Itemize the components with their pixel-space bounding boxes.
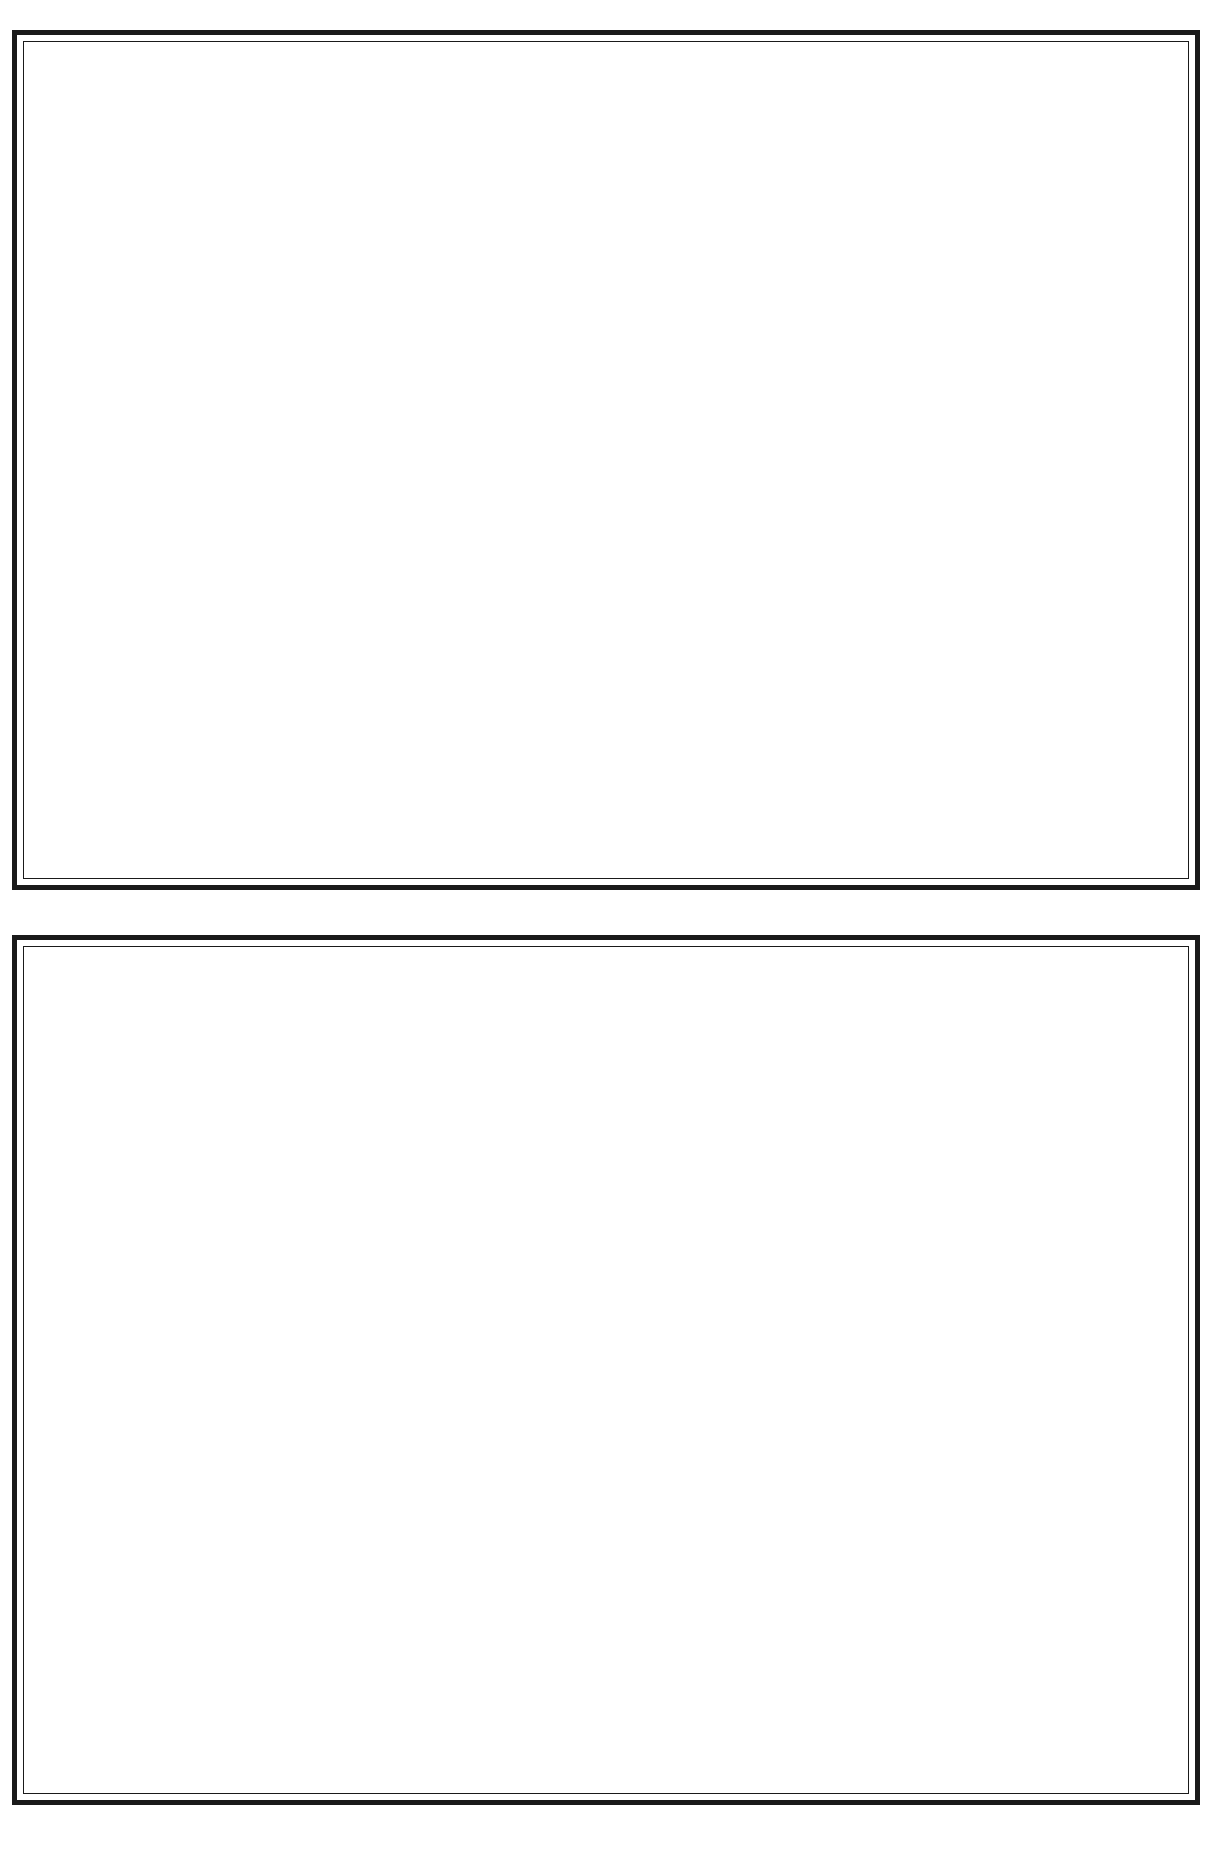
bottom-columns bbox=[24, 947, 1188, 1793]
top-page-frame bbox=[23, 41, 1189, 879]
bottom-page bbox=[12, 935, 1200, 1805]
top-page bbox=[12, 30, 1200, 890]
bottom-page-frame bbox=[23, 946, 1189, 1794]
top-columns bbox=[24, 42, 1188, 878]
